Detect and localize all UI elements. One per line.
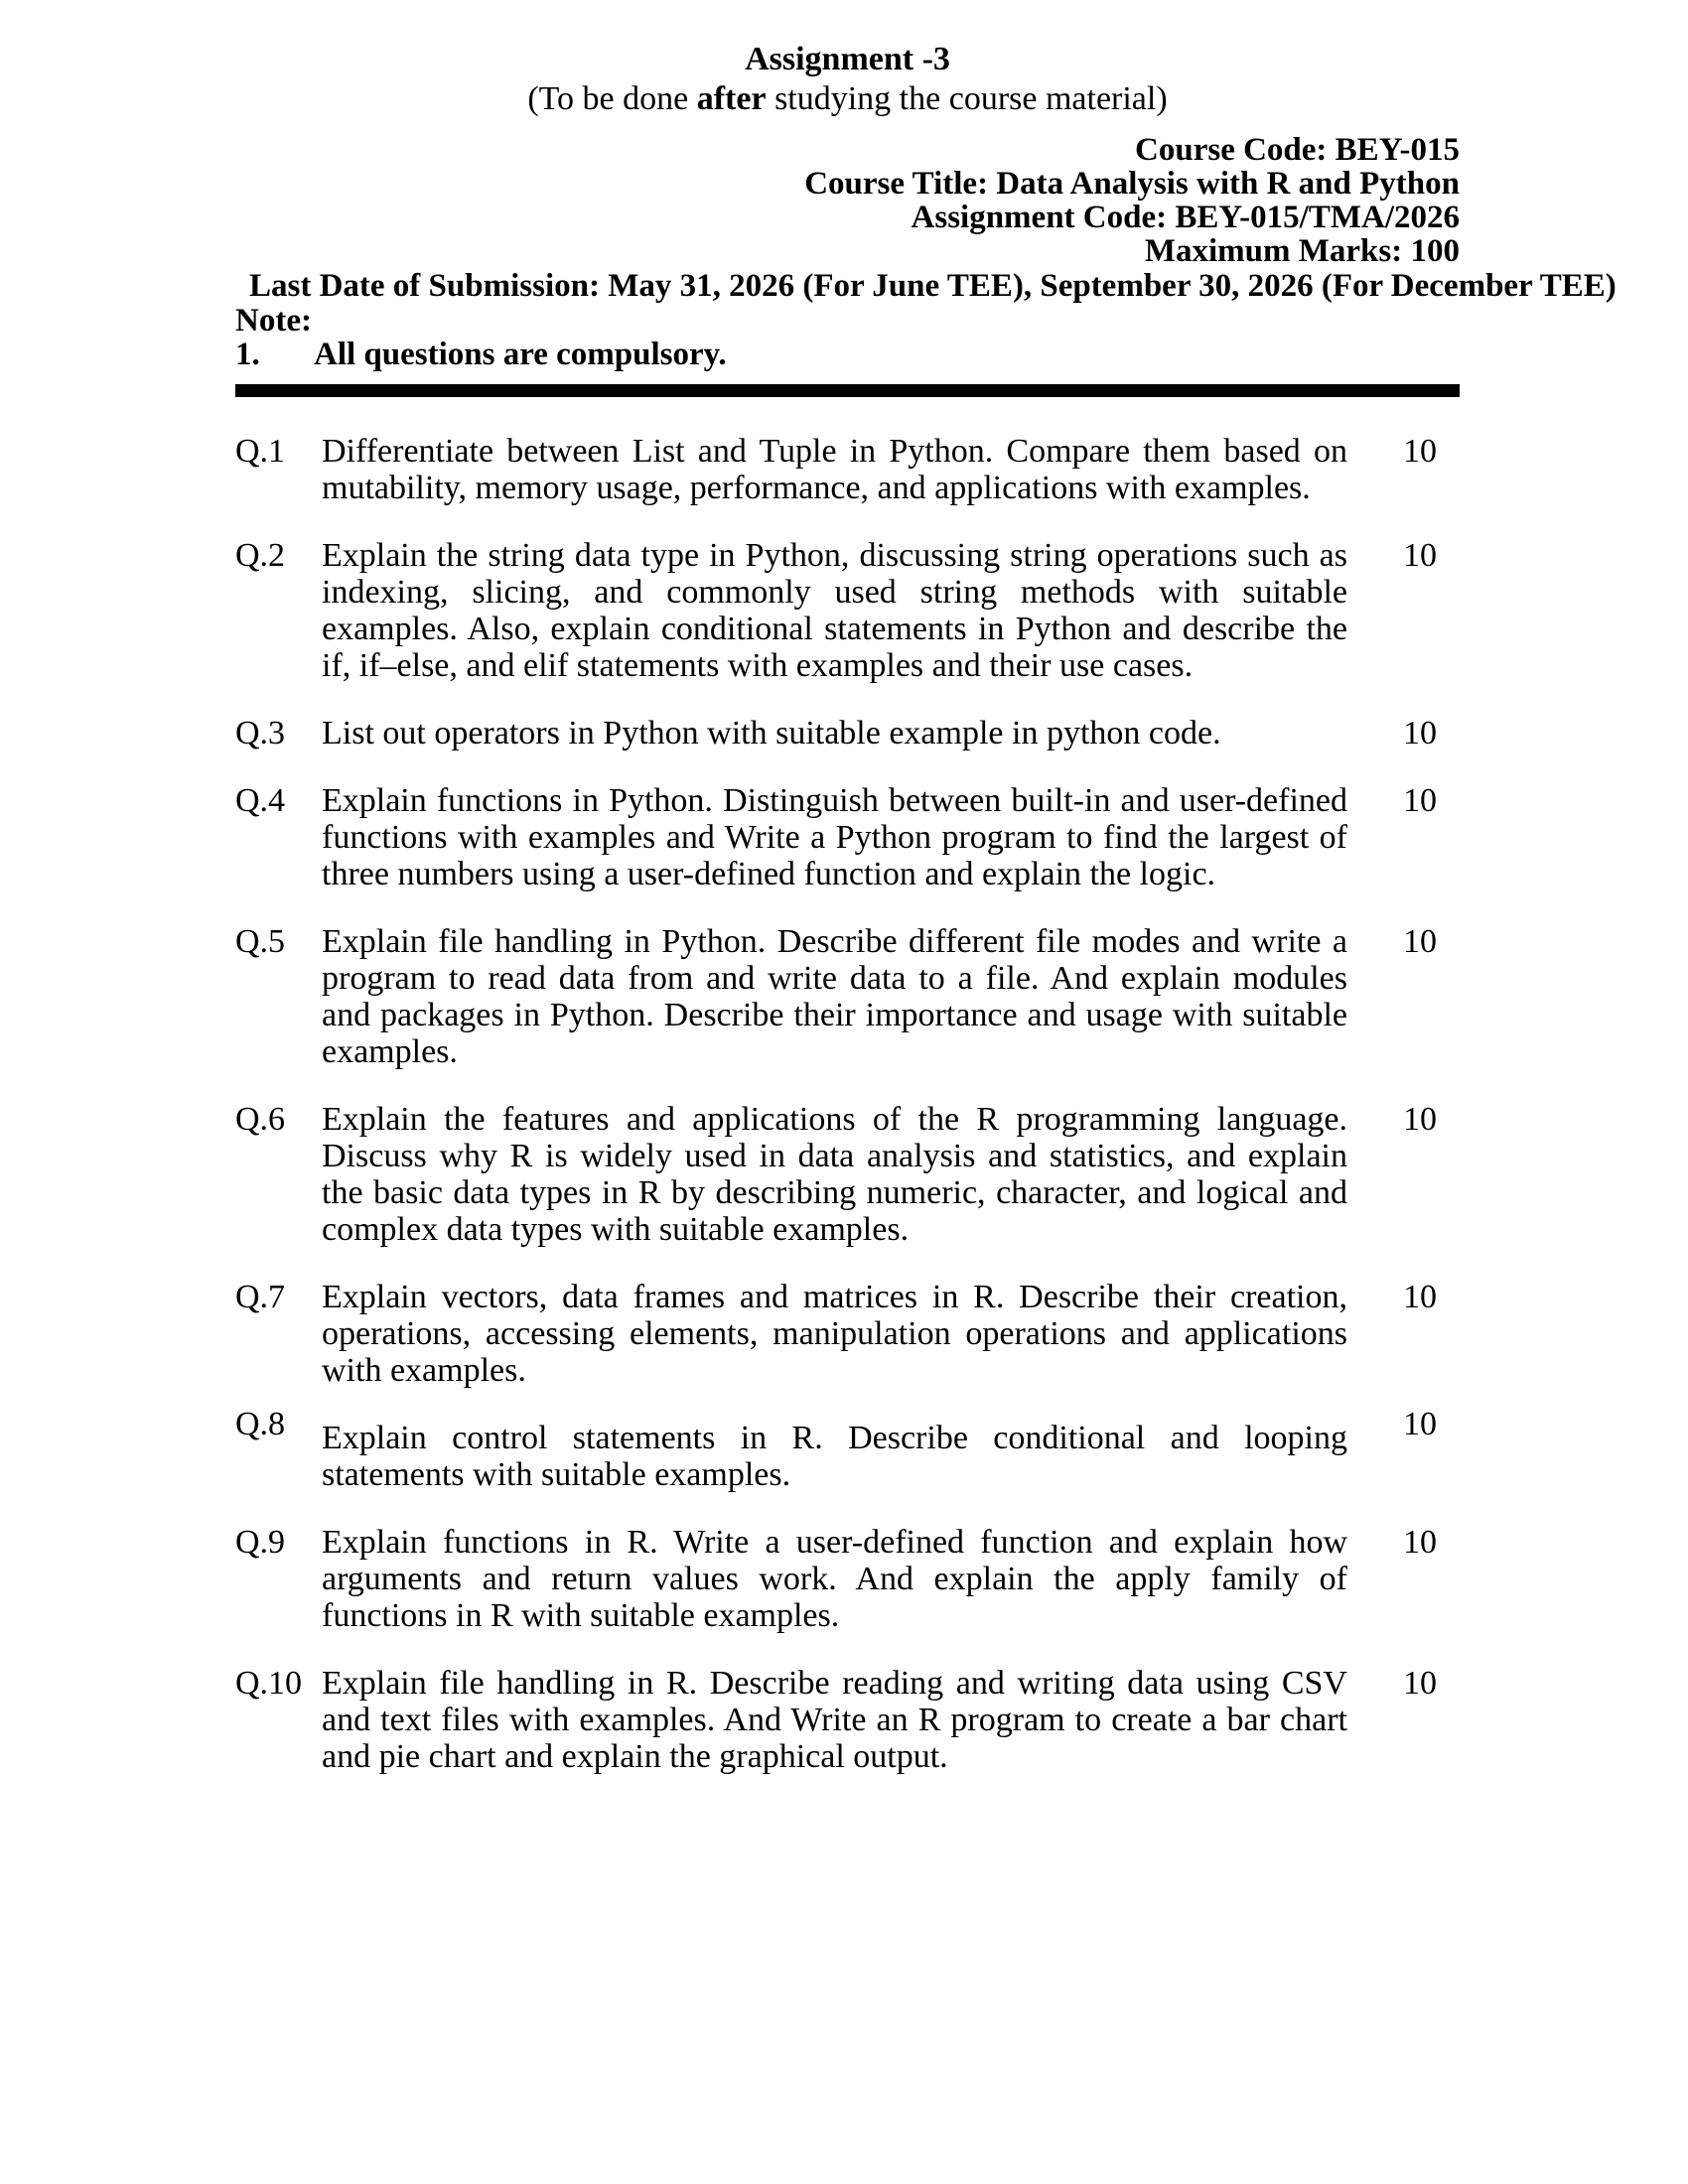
note-label: Note: [235, 303, 312, 339]
question-marks: 10 [1403, 1279, 1437, 1315]
question-marks: 10 [1403, 1101, 1437, 1138]
question-row [235, 923, 1460, 1070]
question-row [235, 782, 1460, 892]
question-row [235, 1279, 1460, 1389]
question-number: Q.10 [235, 1665, 303, 1702]
assignment-code-line: Assignment Code: BEY-015/TMA/2026 [911, 200, 1460, 235]
question-text: Explain functions in Python. Distinguish between built-in and user-defined functions with examples and Write a Python program to find the largest of three numbers using a user-defined function and explain the logic. [322, 782, 1347, 892]
question-row [235, 1524, 1460, 1634]
course-meta-block [235, 133, 1460, 268]
maximum-marks-line: Maximum Marks: 100 [1144, 233, 1460, 269]
question-marks: 10 [1403, 715, 1437, 751]
question-row [235, 537, 1460, 684]
question-row [235, 1406, 1460, 1493]
subtitle-bold-word: after [696, 80, 767, 117]
question-number: Q.1 [235, 433, 286, 470]
question-text: Explain functions in R. Write a user-defined function and explain how arguments and return values work. And explain the apply family of functions in R with suitable examples. [322, 1524, 1347, 1634]
page-subtitle [235, 79, 1460, 119]
question-row [235, 433, 1460, 506]
question-text: Explain the string data type in Python, discussing string operations such as indexing, slicing, and commonly used string methods with suitable examples. Also, explain conditional statements in Python and describe the if, if–else, and elif statements with examples and their use cases. [322, 537, 1347, 684]
question-marks: 10 [1403, 433, 1437, 470]
horizontal-divider [235, 384, 1460, 397]
question-number: Q.8 [235, 1406, 286, 1442]
question-text: List out operators in Python with suitable example in python code. [322, 715, 1221, 751]
course-title-line: Course Title: Data Analysis with R and Python [804, 166, 1460, 202]
question-marks: 10 [1403, 537, 1437, 574]
note-item [235, 338, 1460, 371]
question-number: Q.9 [235, 1524, 286, 1561]
subtitle-prefix: (To be done [527, 80, 697, 117]
question-number: Q.5 [235, 923, 286, 960]
question-marks: 10 [1403, 1524, 1437, 1561]
questions-list [235, 433, 1460, 1775]
question-row [235, 1101, 1460, 1248]
question-number: Q.6 [235, 1101, 286, 1138]
note-item-text: All questions are compulsory. [314, 337, 727, 372]
question-marks: 10 [1403, 782, 1437, 819]
subtitle-suffix: studying the course material) [766, 80, 1168, 117]
question-marks: 10 [1403, 1665, 1437, 1702]
note-item-number: 1. [235, 337, 260, 372]
question-marks: 10 [1403, 923, 1437, 960]
course-code-line: Course Code: BEY-015 [1135, 132, 1460, 168]
question-number: Q.7 [235, 1279, 286, 1315]
question-marks: 10 [1403, 1406, 1437, 1442]
question-text: Explain control statements in R. Describe conditional and looping statements with suitable examples. [322, 1420, 1347, 1493]
question-row [235, 715, 1460, 751]
question-text: Explain file handling in R. Describe reading and writing data using CSV and text files with examples. And Write an R program to create a bar chart and pie chart and explain the graphical output. [322, 1665, 1347, 1775]
question-text: Explain file handling in Python. Describe different file modes and write a program to read data from and write data to a file. And explain modules and packages in Python. Describe their importance and usage with suitable examples. [322, 923, 1347, 1070]
question-number: Q.3 [235, 715, 286, 751]
question-text: Explain the features and applications of the R programming language. Discuss why R is widely used in data analysis and statistics, and explain the basic data types in R by describing numeric, character, and logical and complex data types with suitable examples. [322, 1101, 1347, 1248]
question-text: Differentiate between List and Tuple in Python. Compare them based on mutability, memory usage, performance, and applications with examples. [322, 433, 1347, 506]
question-number: Q.2 [235, 537, 286, 574]
page-title: Assignment -3 [745, 41, 950, 77]
question-row [235, 1665, 1460, 1775]
question-text: Explain vectors, data frames and matrices in R. Describe their creation, operations, accessing elements, manipulation operations and applications with examples. [322, 1279, 1347, 1389]
question-number: Q.4 [235, 782, 286, 819]
last-date-line: Last Date of Submission: May 31, 2026 (For June TEE), September 30, 2026 (For December TEE) [249, 268, 1617, 304]
